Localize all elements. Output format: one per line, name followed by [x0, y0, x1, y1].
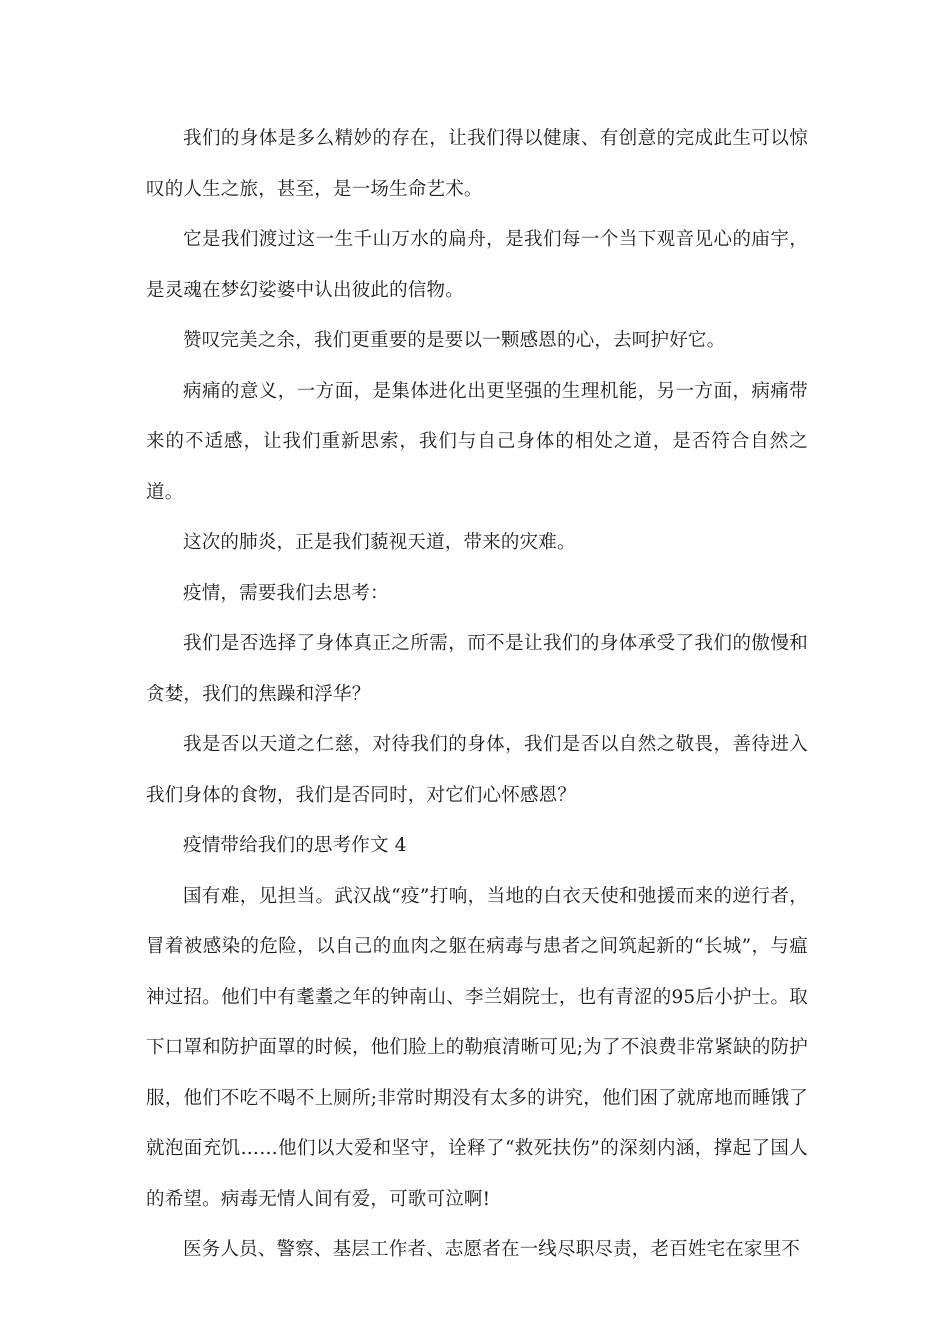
paragraph-8: 我是否以天道之仁慈，对待我们的身体，我们是否以自然之敬畏，善待进入我们身体的食物，我们是否同时，对它们心怀感恩？ [146, 734, 808, 806]
paragraph-4: 病痛的意义，一方面，是集体进化出更坚强的生理机能，另一方面，病痛带来的不适感，让我们重新思索，我们与自己身体的相处之道，是否符合自然之道。 [146, 380, 808, 503]
document-body [146, 114, 808, 1276]
essay-heading: 疫情带给我们的思考作文 4 [183, 835, 407, 856]
paragraph-11: 医务人员、警察、基层工作者、志愿者在一线尽职尽责，老百姓宅在家里不 [183, 1239, 801, 1260]
paragraph-3: 赞叹完美之余，我们更重要的是要以一颗感恩的心，去呵护好它。 [183, 330, 726, 351]
paragraph-10: 国有难，见担当。武汉战“疫”打响，当地的白衣天使和弛援而来的逆行者，冒着被感染的危险，以自己的血肉之躯在病毒与患者之间筑起新的“长城”，与瘟神过招。他们中有耄耋之年的钟南山、李兰娟院士，也有青涩的95后小护士。取下口罩和防护面罩的时候，他们脸上的勒痕清晰可见;为了不浪费非常紧缺的防护服，他们不吃不喝不上厕所;非常时期没有太多的讲究，他们困了就席地而睡饿了就泡面充饥……他们以大爱和坚守，诠释了“救死扶伤”的深刻内涵，撑起了国人的希望。病毒无情人间有爱，可歌可泣啊! [146, 885, 808, 1210]
paragraph-7: 我们是否选择了身体真正之所需，而不是让我们的身体承受了我们的傲慢和贪婪，我们的焦躁和浮华？ [146, 633, 808, 705]
paragraph-5: 这次的肺炎，正是我们藐视天道，带来的灾难。 [183, 532, 576, 553]
paragraph-1: 我们的身体是多么精妙的存在，让我们得以健康、有创意的完成此生可以惊叹的人生之旅，甚至，是一场生命艺术。 [146, 128, 808, 200]
paragraph-2: 它是我们渡过这一生千山万水的扁舟，是我们每一个当下观音见心的庙宇，是灵魂在梦幻娑婆中认出彼此的信物。 [146, 229, 808, 301]
paragraph-6: 疫情，需要我们去思考： [183, 582, 389, 604]
